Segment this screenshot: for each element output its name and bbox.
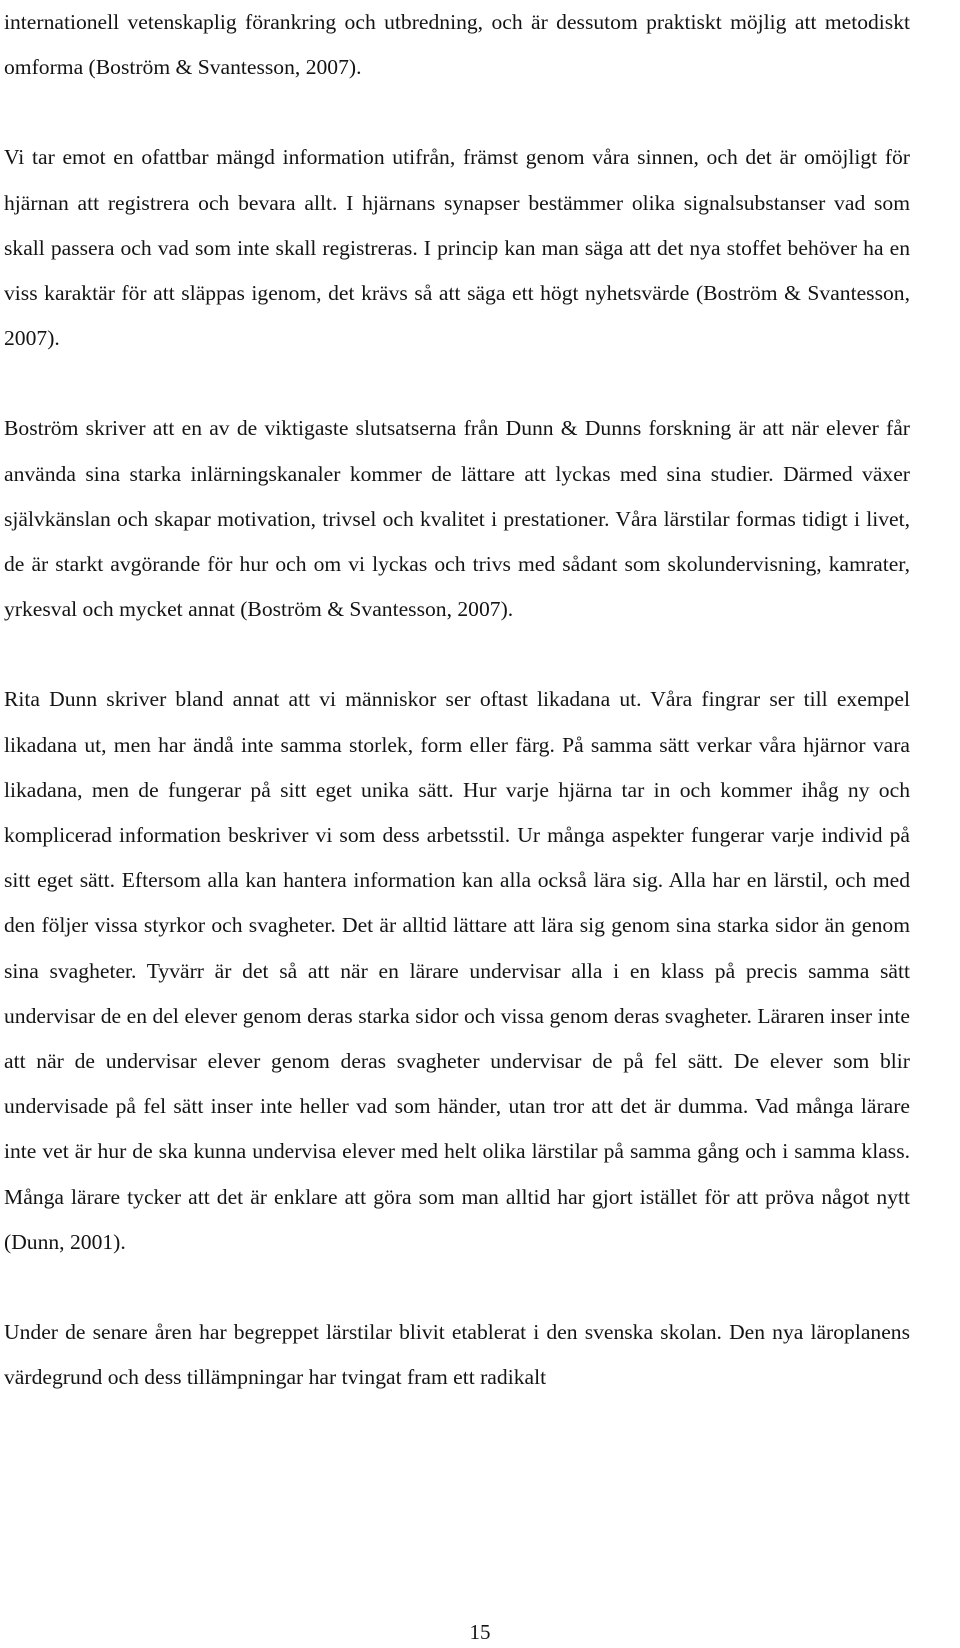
paragraph-5: Under de senare åren har begreppet lärstilar blivit etablerat i den svenska skolan. Den nya läroplanens värdegrund och dess tillämpningar har tvingat fram ett radikalt [4, 1320, 910, 1390]
paragraph-2: Vi tar emot en ofattbar mängd information utifrån, främst genom våra sinnen, och det är omöjligt för hjärnan att registrera och bevara allt. I hjärnans synapser bestämmer olika signalsubstanser vad som skall passera och vad som inte skall registreras. I princip kan man säga att det nya stoffet behöver ha en viss karaktär för att släppas igenom, det krävs så att säga ett högt nyhetsvärde (Boström & Svantesson, 2007). [4, 145, 910, 351]
paragraph-4: Rita Dunn skriver bland annat att vi människor ser oftast likadana ut. Våra fingrar ser till exempel likadana ut, men har ändå inte samma storlek, form eller färg. På samma sätt verkar våra hjärnor vara likadana, men de fungerar på sitt eget unika sätt. Hur varje hjärna tar in och kommer ihåg ny och komplicerad information beskriver vi som dess arbetsstil. Ur många aspekter fungerar varje individ på sitt eget sätt. Eftersom alla kan hantera information kan alla också lära sig. Alla har en lärstil, och med den följer vissa styrkor och svagheter. Det är alltid lättare att lära sig genom sina starka sidor än genom sina svagheter. Tyvärr är det så att när en lärare undervisar alla i en klass på precis samma sätt undervisar de en del elever genom deras starka sidor och vissa genom deras svagheter. Läraren inser inte att när de undervisar elever genom deras svagheter undervisar de på fel sätt. De elever som blir undervisade på fel sätt inser inte heller vad som händer, utan tror att det är dumma. Vad många lärare inte vet är hur de ska kunna undervisa elever med helt olika lärstilar på samma gång och i samma klass. Många lärare tycker att det är enklare att göra som man alltid har gjort istället för att pröva något nytt (Dunn, 2001). [4, 687, 910, 1254]
paragraph-3: Boström skriver att en av de viktigaste slutsatserna från Dunn & Dunns forskning är att när elever får använda sina starka inlärningskanaler kommer de lättare att lyckas med sina studier. Därmed växer självkänslan och skapar motivation, trivsel och kvalitet i prestationer. Våra lärstilar formas tidigt i livet, de är starkt avgörande för hur och om vi lyckas och trivs med sådant som skolundervisning, kamrater, yrkesval och mycket annat (Boström & Svantesson, 2007). [4, 416, 910, 622]
paragraph-1: internationell vetenskaplig förankring och utbredning, och är dessutom praktiskt möjlig att metodiskt omforma (Boström & Svantesson, 2007). [4, 10, 910, 80]
page-number: 15 [469, 1620, 491, 1644]
body-text [4, 0, 910, 1400]
